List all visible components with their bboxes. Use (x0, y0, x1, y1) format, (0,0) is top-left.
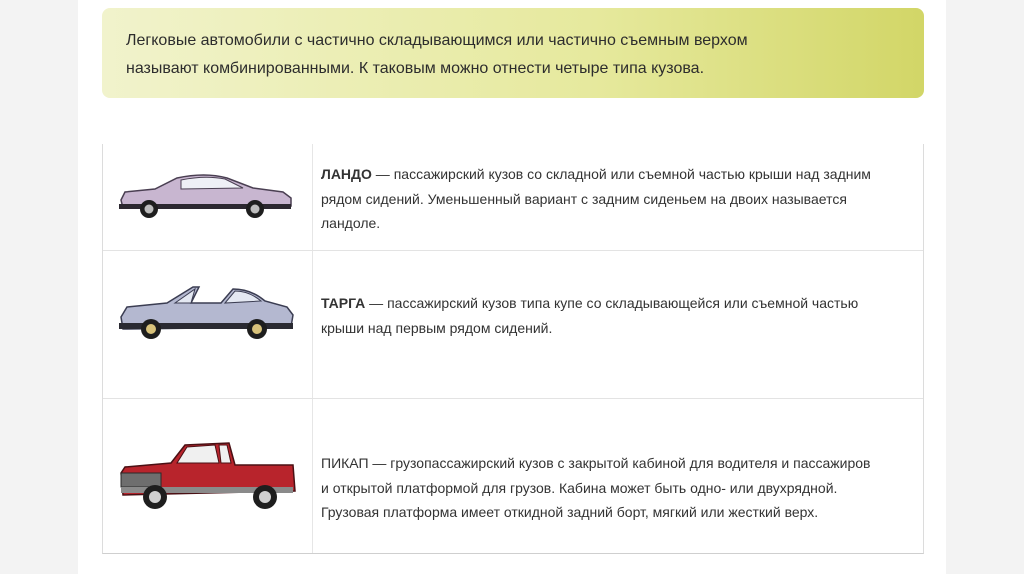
intro-callout (102, 8, 924, 98)
description-line: — пассажирский кузов со складной или съемной частью крыши над задним (371, 166, 871, 182)
body-types-table (102, 144, 924, 554)
image-cell (103, 399, 313, 553)
description-line: Грузовая платформа имеет откидной задний борт, мягкий или жесткий верх. (321, 504, 819, 520)
description-line: — пассажирский кузов типа купе со складывающейся или съемной частью (365, 295, 859, 311)
image-cell (103, 144, 313, 250)
term-label: ПИКАП (321, 455, 369, 471)
description-line: рядом сидений. Уменьшенный вариант с задним сиденьем на двоих называется (321, 190, 847, 207)
description-line: ландоле. (321, 215, 381, 231)
intro-line-2: называют комбинированными. К таковым можно отнести четыре типа кузова. (126, 60, 705, 77)
description-line: и открытой платформой для грузов. Кабина может быть одно- или двухрядной. (321, 479, 838, 496)
term-label: ЛАНДО (321, 166, 372, 182)
table-row-targa (103, 250, 923, 398)
row-description (321, 451, 911, 525)
table-row-pickup (103, 398, 923, 553)
slide-page (78, 0, 946, 574)
description-line: — грузопассажирский кузов с закрытой кабиной для водителя и пассажиров (368, 455, 871, 471)
intro-line-1: Легковые автомобили с частично складывающимся или частично съемным верхом (126, 32, 748, 49)
landau-car-image (115, 164, 297, 220)
description-line: крыши над первым рядом сидений. (321, 319, 553, 336)
row-description (321, 162, 911, 236)
targa-car-image (115, 277, 297, 343)
table-row-landau (103, 144, 923, 250)
pickup-truck-image (115, 439, 299, 515)
row-description (321, 291, 911, 340)
term-label: ТАРГА (321, 295, 366, 311)
image-cell (103, 251, 313, 398)
